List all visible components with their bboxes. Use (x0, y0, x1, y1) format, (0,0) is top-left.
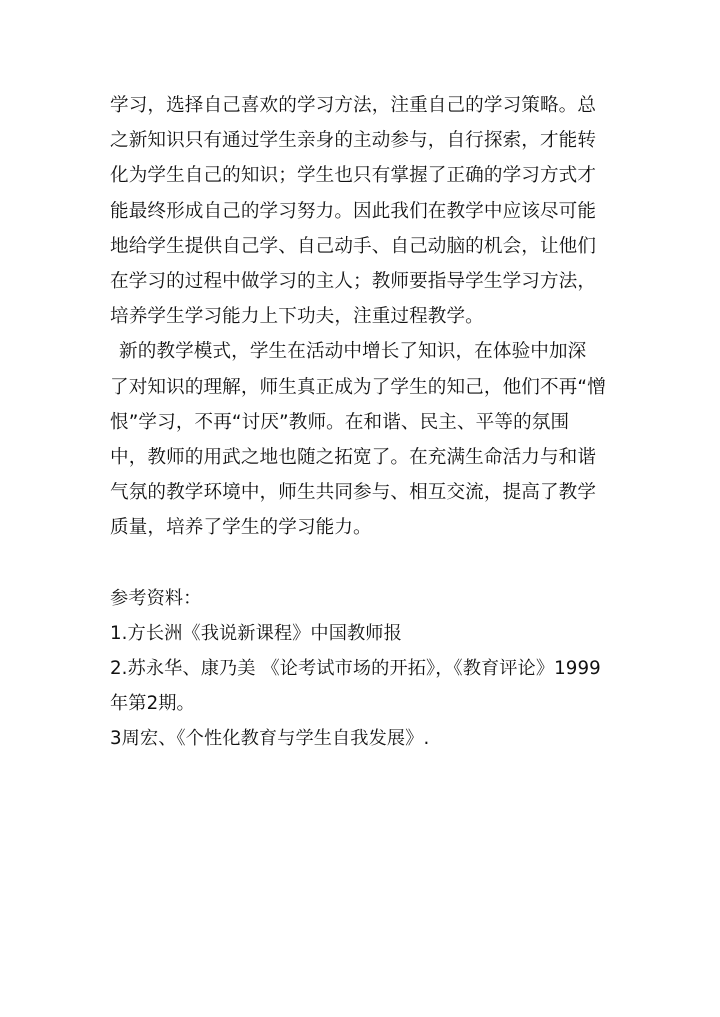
text-line: 学习，选择自己喜欢的学习方法，注重自己的学习策略。总 (110, 95, 597, 116)
text-line: 能最终形成自己的学习努力。因此我们在教学中应该尽可能 (110, 200, 597, 222)
paragraph-1 (110, 88, 615, 334)
text-line: 化为学生自己的知识；学生也只有掌握了正确的学习方式才 (110, 165, 597, 187)
text-line: 质量，培养了学生的学习能力。 (110, 517, 372, 539)
document-body (110, 88, 615, 757)
reference-item: 1.方长洲《我说新课程》中国教师报 (110, 622, 402, 644)
reference-item-continuation: 年第2期。 (110, 693, 195, 715)
reference-item: 2.苏永华、康乃美 《论考试市场的开拓》，《教育评论》1999 (110, 658, 601, 679)
text-line: 在学习的过程中做学习的主人；教师要指导学生学习方法， (110, 270, 597, 292)
references-section (110, 581, 615, 757)
paragraph-2 (110, 334, 615, 545)
text-line: 之新知识只有通过学生亲身的主动参与，自行探索，才能转 (110, 130, 597, 152)
references-heading: 参考资料： (110, 587, 202, 609)
text-line: 地给学生提供自己学、自己动手、自己动脑的机会，让他们 (110, 235, 597, 257)
text-line: 气氛的教学环境中，师生共同参与、相互交流，提高了教学 (110, 482, 597, 504)
reference-item: 3周宏、《个性化教育与学生自我发展》. (110, 728, 430, 750)
blank-line (110, 545, 615, 580)
text-line: 中，教师的用武之地也随之拓宽了。在充满生命活力与和谐 (110, 446, 597, 468)
text-line: 恨”学习，不再“讨厌”教师。在和谐、民主、平等的氛围 (110, 411, 570, 433)
text-line: 新的教学模式，学生在活动中增长了知识，在体验中加深 (119, 341, 587, 363)
text-line: 了对知识的理解，师生真正成为了学生的知己，他们不再“憎 (110, 376, 606, 398)
text-line: 培养学生学习能力上下功夫，注重过程教学。 (110, 306, 484, 328)
